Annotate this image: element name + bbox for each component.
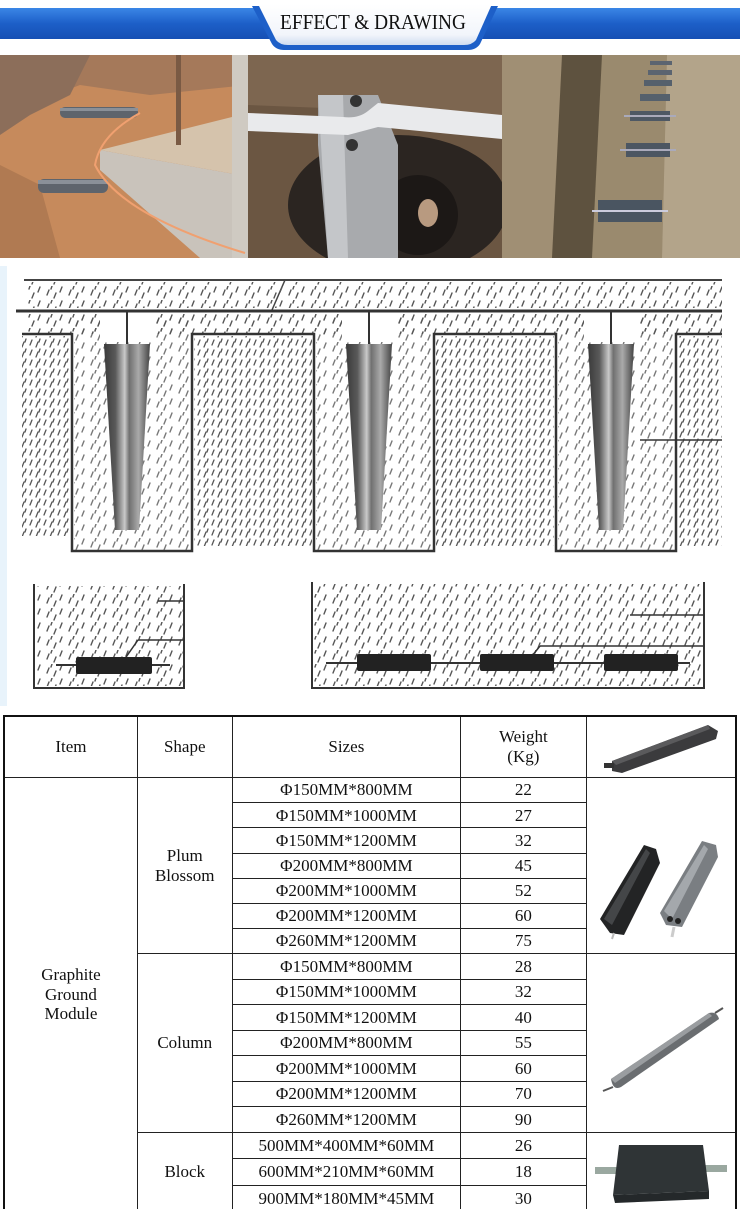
size-cell: Φ260MM*1200MM [232,929,461,954]
weight-cell: 27 [461,803,586,828]
item-label-line2: Ground [44,984,97,1004]
header-item: Item [4,716,137,778]
header-shape: Shape [137,716,232,778]
photo-column-anodes-in-soil [0,55,248,258]
header-weight [461,716,586,778]
shape-cell-block: Block [137,1132,232,1209]
installation-photos [0,55,740,258]
weight-cell: 52 [461,878,586,903]
item-cell [4,778,137,1209]
banner-title: EFFECT & DRAWING [280,10,466,34]
size-cell: Φ150MM*1000MM [232,979,461,1005]
item-label-line1: Graphite [41,965,101,985]
photo-block-anodes-in-trench [502,55,740,258]
weight-cell: 55 [461,1030,586,1056]
weight-cell: 28 [461,954,586,980]
horizontal-installation-single-drawing [34,584,184,688]
vertical-installation-drawing [16,280,722,551]
size-cell: Φ150MM*1200MM [232,828,461,853]
weight-cell: 32 [461,979,586,1005]
size-cell: Φ150MM*1200MM [232,1005,461,1031]
header-sizes: Sizes [232,716,461,778]
size-cell: Φ150MM*1000MM [232,803,461,828]
size-cell: Φ150MM*800MM [232,778,461,803]
section-banner [0,0,740,55]
weight-cell: 90 [461,1107,586,1133]
size-cell: Φ260MM*1200MM [232,1107,461,1133]
weight-cell: 75 [461,929,586,954]
size-cell: Φ200MM*1200MM [232,903,461,928]
header-weight-label: Weight [499,727,548,747]
size-cell: Φ200MM*800MM [232,853,461,878]
shape-cell-column: Column [137,954,232,1133]
photo-plum-blossom-anode-in-pit [248,55,502,258]
image-column-anode [586,954,736,1133]
weight-cell: 45 [461,853,586,878]
shape-label-line2: Blossom [154,865,215,885]
installation-diagram [0,258,740,708]
weight-cell: 40 [461,1005,586,1031]
weight-cell: 18 [461,1159,586,1186]
table-row [4,778,736,803]
size-cell: 600MM*210MM*60MM [232,1159,461,1186]
weight-cell: 30 [461,1186,586,1209]
shape-label-line1: Plum [166,846,203,866]
weight-cell: 70 [461,1081,586,1107]
shape-cell-plum-blossom [137,778,232,954]
header-weight-unit: (Kg) [507,747,540,766]
size-cell: Φ200MM*1000MM [232,878,461,903]
specification-table [3,715,737,1209]
size-cell: Φ150MM*800MM [232,954,461,980]
item-label-line3: Module [44,1004,98,1024]
column-anode-image [591,983,731,1103]
size-cell: Φ200MM*1200MM [232,1081,461,1107]
plum-blossom-anode-side-image [596,717,726,777]
image-plum-blossom-anode-top [586,716,736,778]
size-cell: 900MM*180MM*45MM [232,1186,461,1209]
image-block-anode [586,1132,736,1209]
weight-cell: 60 [461,1056,586,1082]
size-cell: Φ200MM*1000MM [232,1056,461,1082]
size-cell: 500MM*400MM*60MM [232,1132,461,1159]
weight-cell: 60 [461,903,586,928]
block-anode-image [591,1137,731,1207]
horizontal-installation-multi-drawing [312,582,704,688]
weight-cell: 22 [461,778,586,803]
plum-blossom-anodes-pair-image [590,835,735,943]
weight-cell: 32 [461,828,586,853]
size-cell: Φ200MM*800MM [232,1030,461,1056]
table-header-row [4,716,736,778]
weight-cell: 26 [461,1132,586,1159]
